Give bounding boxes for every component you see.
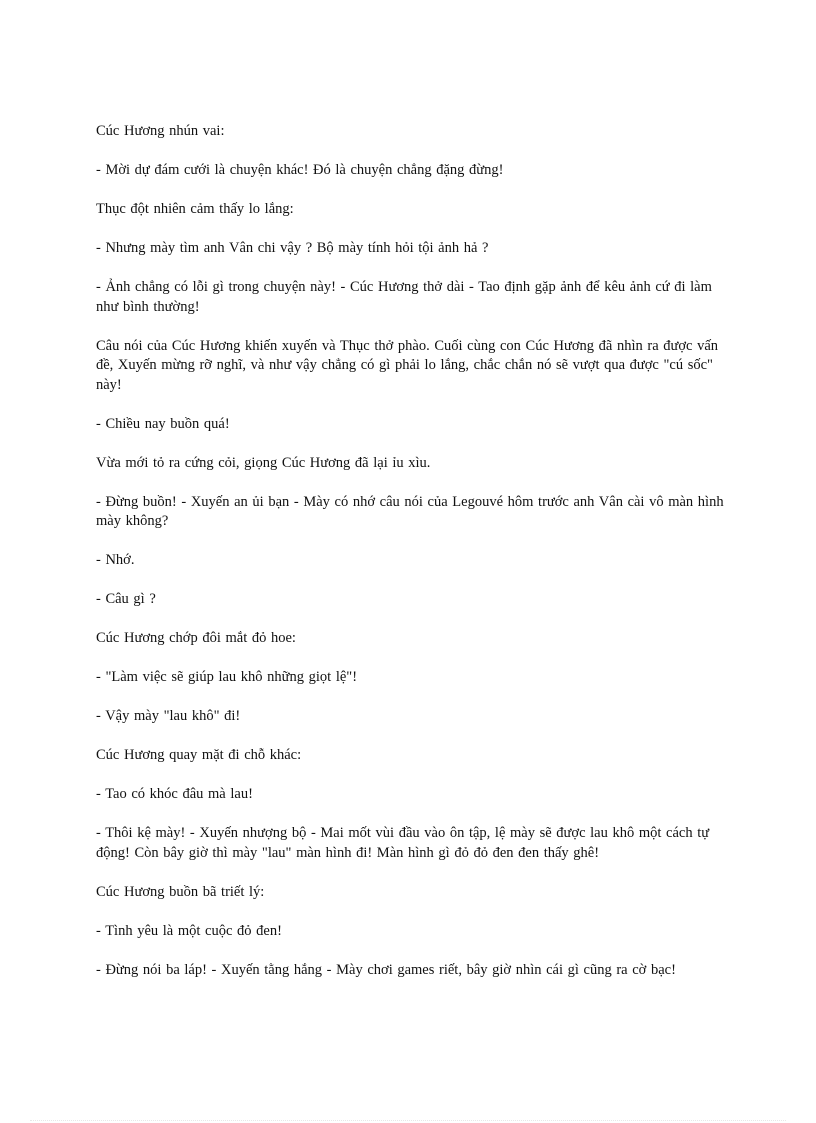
paragraph: - Chiều nay buồn quá! — [96, 415, 230, 432]
paragraph: Cúc Hương nhún vai: — [96, 123, 225, 139]
paragraph: - Tình yêu là một cuộc đỏ đen! — [96, 922, 282, 939]
paragraph: - Ảnh chẳng có lỗi gì trong chuyện này! - Cúc Hương thở dài - Tao định gặp ảnh để kêu ảnh cứ đi làm như bình thường! — [96, 279, 712, 315]
paragraph: - Đừng buồn! - Xuyến an ủi bạn - Mày có nhớ câu nói của Legouvé hôm trước anh Vân cài vô màn hình mày không? — [96, 493, 724, 529]
paragraph: - Nhớ. — [96, 552, 135, 568]
paragraph: - Mời dự đám cưới là chuyện khác! Đó là chuyện chẳng đặng đừng! — [96, 162, 504, 178]
paragraph: Vừa mới tỏ ra cứng cỏi, giọng Cúc Hương đã lại ỉu xìu. — [96, 454, 431, 471]
paragraph: - Thôi kệ mày! - Xuyến nhượng bộ - Mai mốt vùi đầu vào ôn tập, lệ mày sẽ được lau khô một cách tự động! Còn bây giờ thì mày "lau" màn hình đi! Màn hình gì đỏ đỏ đen đen thấy ghê! — [96, 825, 710, 861]
paragraph: Cúc Hương chớp đôi mắt đỏ hoe: — [96, 630, 296, 646]
paragraph: - Vậy mày "lau khô" đi! — [96, 708, 241, 724]
paragraph: Câu nói của Cúc Hương khiến xuyến và Thục thở phào. Cuối cùng con Cúc Hương đã nhìn ra được vấn đề, Xuyến mừng rỡ nghĩ, và như vậy chẳng có gì phải lo lắng, chắc chắn nó sẽ vượt qua được "cú sốc" này! — [96, 337, 719, 393]
paragraph: - "Làm việc sẽ giúp lau khô những giọt lệ"! — [96, 669, 358, 685]
page-bottom-divider — [30, 1120, 786, 1121]
document-body — [96, 122, 726, 1000]
paragraph: - Đừng nói ba láp! - Xuyến tằng hắng - Mày chơi games riết, bây giờ nhìn cái gì cũng ra cờ bạc! — [96, 961, 676, 978]
paragraph: Cúc Hương buồn bã triết lý: — [96, 883, 265, 900]
paragraph: Thục đột nhiên cảm thấy lo lắng: — [96, 201, 294, 217]
paragraph: - Nhưng mày tìm anh Vân chi vậy ? Bộ mày tính hỏi tội ảnh hả ? — [96, 240, 489, 256]
paragraph: Cúc Hương quay mặt đi chỗ khác: — [96, 747, 302, 763]
paragraph: - Tao có khóc đâu mà lau! — [96, 786, 253, 802]
paragraph: - Câu gì ? — [96, 591, 156, 607]
